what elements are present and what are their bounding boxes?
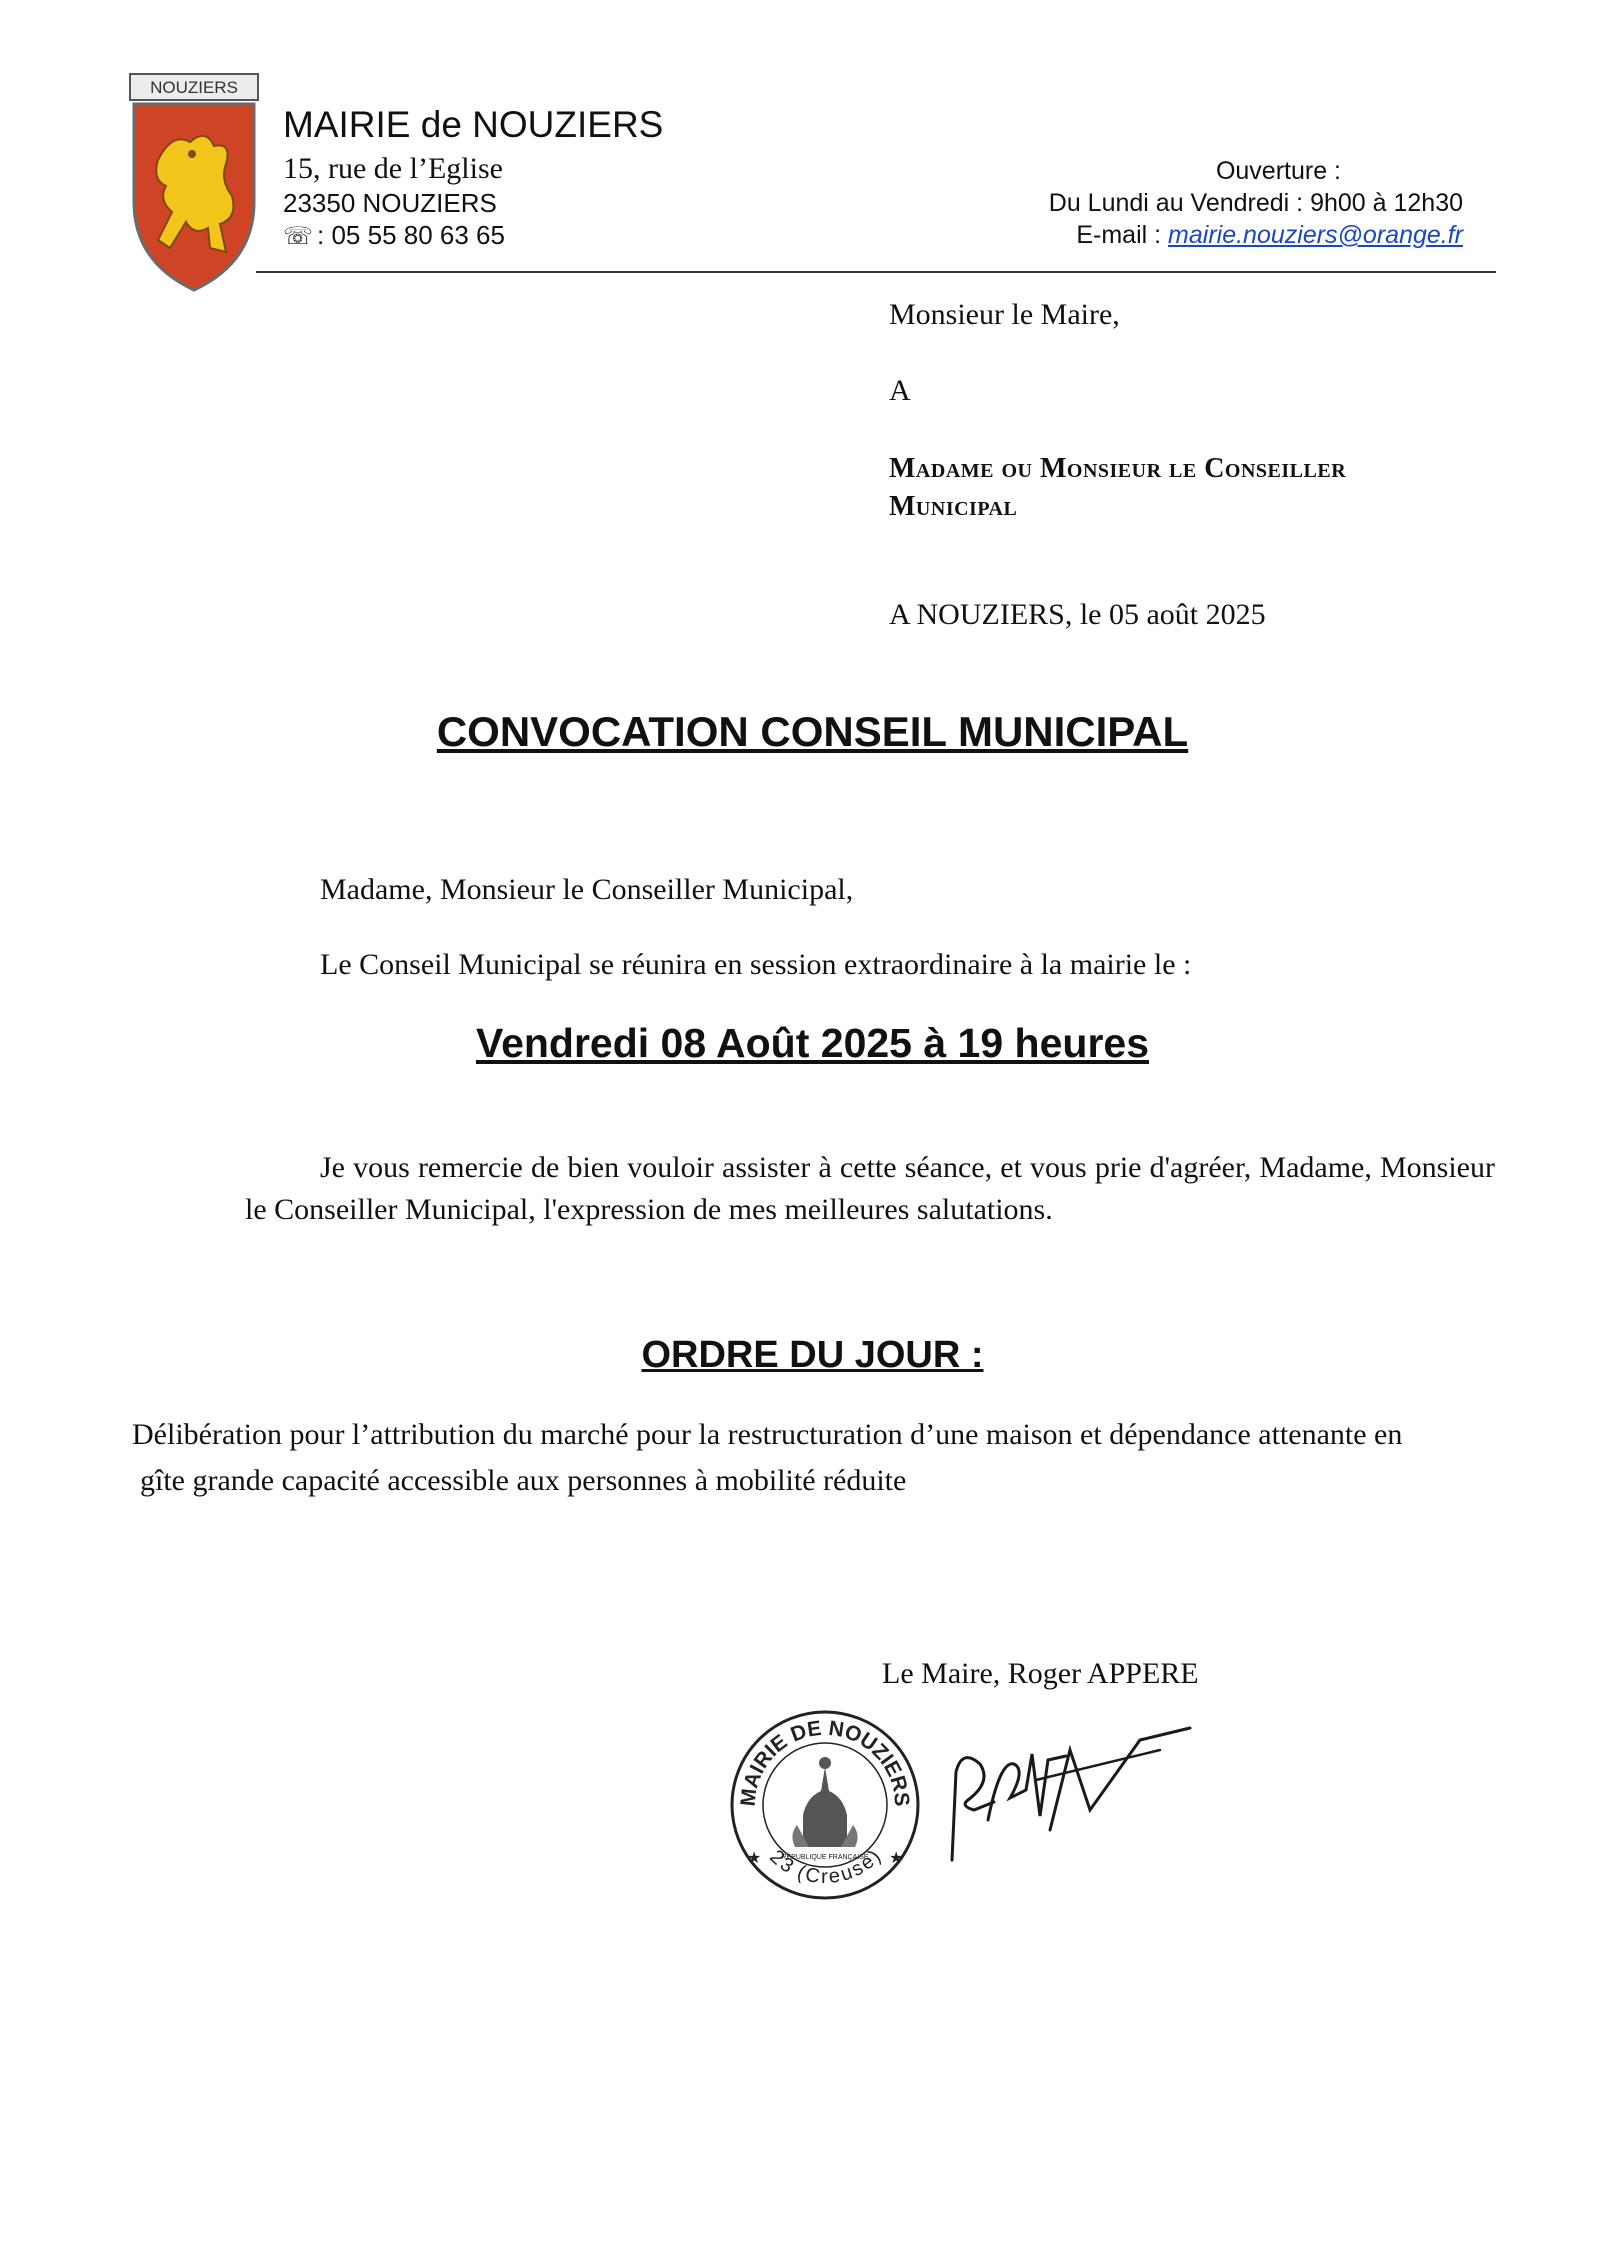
email-link[interactable]: mairie.nouziers@orange.fr	[1168, 221, 1463, 249]
header-divider	[256, 271, 1496, 273]
agenda-item-line-1: Délibération pour l’attribution du marché pour la restructuration d’une maison et dépendance attenante en	[132, 1418, 1403, 1451]
meeting-intro: Le Conseil Municipal se réunira en session extraordinaire à la mairie le :	[320, 948, 1192, 981]
svg-text:23 (Creuse)	[765, 1846, 885, 1888]
recipient-prefix: A	[889, 374, 911, 407]
sender-line: Monsieur le Maire,	[889, 298, 1120, 331]
mairie-name: MAIRIE de NOUZIERS	[283, 104, 664, 145]
agenda-title: ORDRE DU JOUR :	[641, 1334, 984, 1376]
stamp-star-left: ★	[747, 1850, 762, 1867]
handwritten-signature	[940, 1720, 1200, 1870]
stamp-text-center: RÉPUBLIQUE FRANÇAISE	[781, 1854, 869, 1861]
place-date: A NOUZIERS, le 05 août 2025	[889, 598, 1266, 631]
email-line	[903, 219, 1463, 251]
opening-hours-text: Du Lundi au Vendredi : 9h00 à 12h30	[1048, 189, 1463, 217]
closing-paragraph: Je vous remercie de bien vouloir assister à cette séance, et vous prie d'agréer, Madame, Monsieur le Conseiller Municipal, l'expression de mes meilleures salutations.	[245, 1151, 1495, 1226]
document-title: CONVOCATION CONSEIL MUNICIPAL	[436, 708, 1189, 755]
opening-hours-title: Ouverture :	[1215, 157, 1341, 185]
crest-label: NOUZIERS	[150, 78, 238, 97]
official-stamp	[725, 1705, 925, 1905]
stamp-text-bottom: 23 (Creuse)	[765, 1845, 886, 1888]
address-street: 15, rue de l’Eglise	[283, 152, 503, 185]
address-city: 23350 NOUZIERS	[283, 188, 497, 218]
stamp-text-top: MAIRIE DE NOUZIERS	[736, 1716, 914, 1808]
stamp-star-right: ★	[889, 1850, 904, 1867]
opening-hours	[903, 155, 1463, 251]
phone-icon: ☏	[283, 223, 314, 250]
agenda-item-line-2: gîte grande capacité accessible aux personnes à mobilité réduite	[140, 1464, 907, 1497]
salutation: Madame, Monsieur le Conseiller Municipal,	[320, 873, 854, 906]
email-label: E-mail :	[1076, 221, 1169, 249]
meeting-date: Vendredi 08 Août 2025 à 19 heures	[475, 1020, 1150, 1066]
address-phone	[283, 220, 505, 251]
signatory: Le Maire, Roger APPERE	[882, 1657, 1199, 1690]
recipient-name-line-1: Madame ou Monsieur le Conseiller	[889, 453, 1347, 484]
municipal-crest-logo	[128, 72, 260, 292]
phone-number: : 05 55 80 63 65	[317, 220, 505, 250]
recipient-name-line-2: Municipal	[889, 491, 1018, 522]
agenda-item	[132, 1412, 1502, 1504]
recipient-name	[889, 450, 1449, 526]
